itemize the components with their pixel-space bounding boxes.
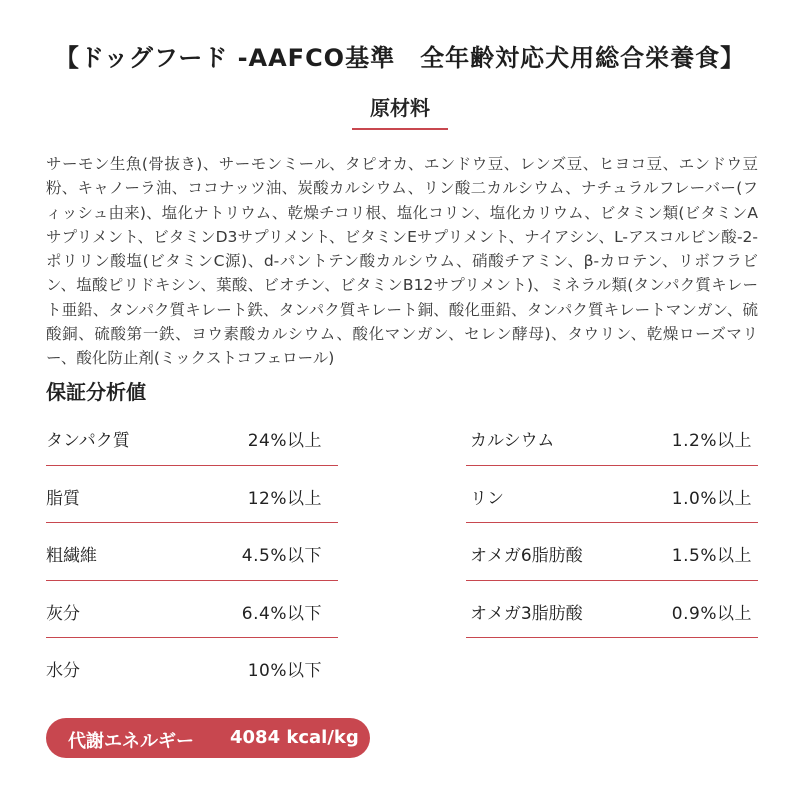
nutrient-value: 1.2%以上 xyxy=(671,431,752,451)
analysis-cell xyxy=(466,581,758,639)
nutrient-value: 10%以下 xyxy=(247,661,322,682)
page-title: 【ドッグフード -AAFCO基準 全年齢対応犬用総合栄養食】 xyxy=(54,44,746,72)
analysis-row xyxy=(46,408,758,466)
nutrient-value: 1.0%以上 xyxy=(671,488,752,509)
energy-value: 4084 kcal/kg xyxy=(230,727,359,748)
analysis-row xyxy=(46,523,758,581)
nutrient-value: 0.9%以上 xyxy=(671,603,752,624)
nutrient-value: 1.5%以上 xyxy=(671,546,752,567)
nutrient-label: オメガ3脂肪酸 xyxy=(470,603,583,624)
nutrient-value: 6.4%以下 xyxy=(241,603,322,624)
nutrient-label: 粗繊維 xyxy=(46,546,97,567)
analysis-cell xyxy=(466,408,758,466)
ingredients-text: サーモン生魚(骨抜き)、サーモンミール、タピオカ、エンドウ豆、レンズ豆、ヒヨコ豆、エンドウ豆粉、キャノーラ油、ココナッツ油、炭酸カルシウム、リン酸二カルシウム、ナチュラルフレーバー(フィッシュ由来)、塩化ナトリウム、乾燥チコリ根、塩化コリン、塩化カリウム、ビタミン類(ビタミンAサプリメント、ビタミンD3サプリメント、ビタミンEサプリメント、ナイアシン、L-アスコルビン酸-2-ポリリン酸塩(ビタミンC源)、d-パントテン酸カルシウム、硝酸チアミン、β-カロテン、リボフラビン、塩酸ピリドキシン、葉酸、ビオチン、ビタミンB12サプリメント)、ミネラル類(タンパク質キレート亜鉛、タンパク質キレート鉄、タンパク質キレート銅、酸化亜鉛、タンパク質キレートマンガン、硫酸銅、硫酸第一鉄、ヨウ素酸カルシウム、酸化マンガン、セレン酵母)、タウリン、乾燥ローズマリー、酸化防止剤(ミックストコフェロール) xyxy=(46,155,758,368)
nutrient-value: 4.5%以下 xyxy=(241,546,322,567)
energy-label: 代謝エネルギー xyxy=(68,731,194,752)
heading-underline xyxy=(352,128,448,130)
ingredients-heading: 原材料 xyxy=(370,96,430,120)
analysis-row xyxy=(46,466,758,524)
nutrient-label: 脂質 xyxy=(46,488,80,509)
nutrient-label: カルシウム xyxy=(470,431,555,451)
analysis-row xyxy=(46,581,758,639)
nutrient-label: リン xyxy=(470,488,504,509)
analysis-cell xyxy=(46,523,338,581)
energy-badge xyxy=(46,718,370,758)
nutrient-label: オメガ6脂肪酸 xyxy=(470,546,583,567)
nutrient-label: タンパク質 xyxy=(46,431,130,451)
analysis-heading: 保証分析値 xyxy=(46,380,146,404)
analysis-cell xyxy=(466,466,758,524)
analysis-cell xyxy=(46,638,338,696)
analysis-cell xyxy=(466,523,758,581)
nutrient-label: 水分 xyxy=(46,661,80,682)
analysis-cell xyxy=(46,408,338,466)
analysis-cell xyxy=(46,466,338,524)
analysis-table xyxy=(46,408,758,696)
nutrient-value: 12%以上 xyxy=(247,488,322,509)
analysis-cell xyxy=(46,581,338,639)
analysis-row xyxy=(46,638,758,696)
nutrient-label: 灰分 xyxy=(46,603,80,624)
nutrient-value: 24%以上 xyxy=(247,431,322,451)
